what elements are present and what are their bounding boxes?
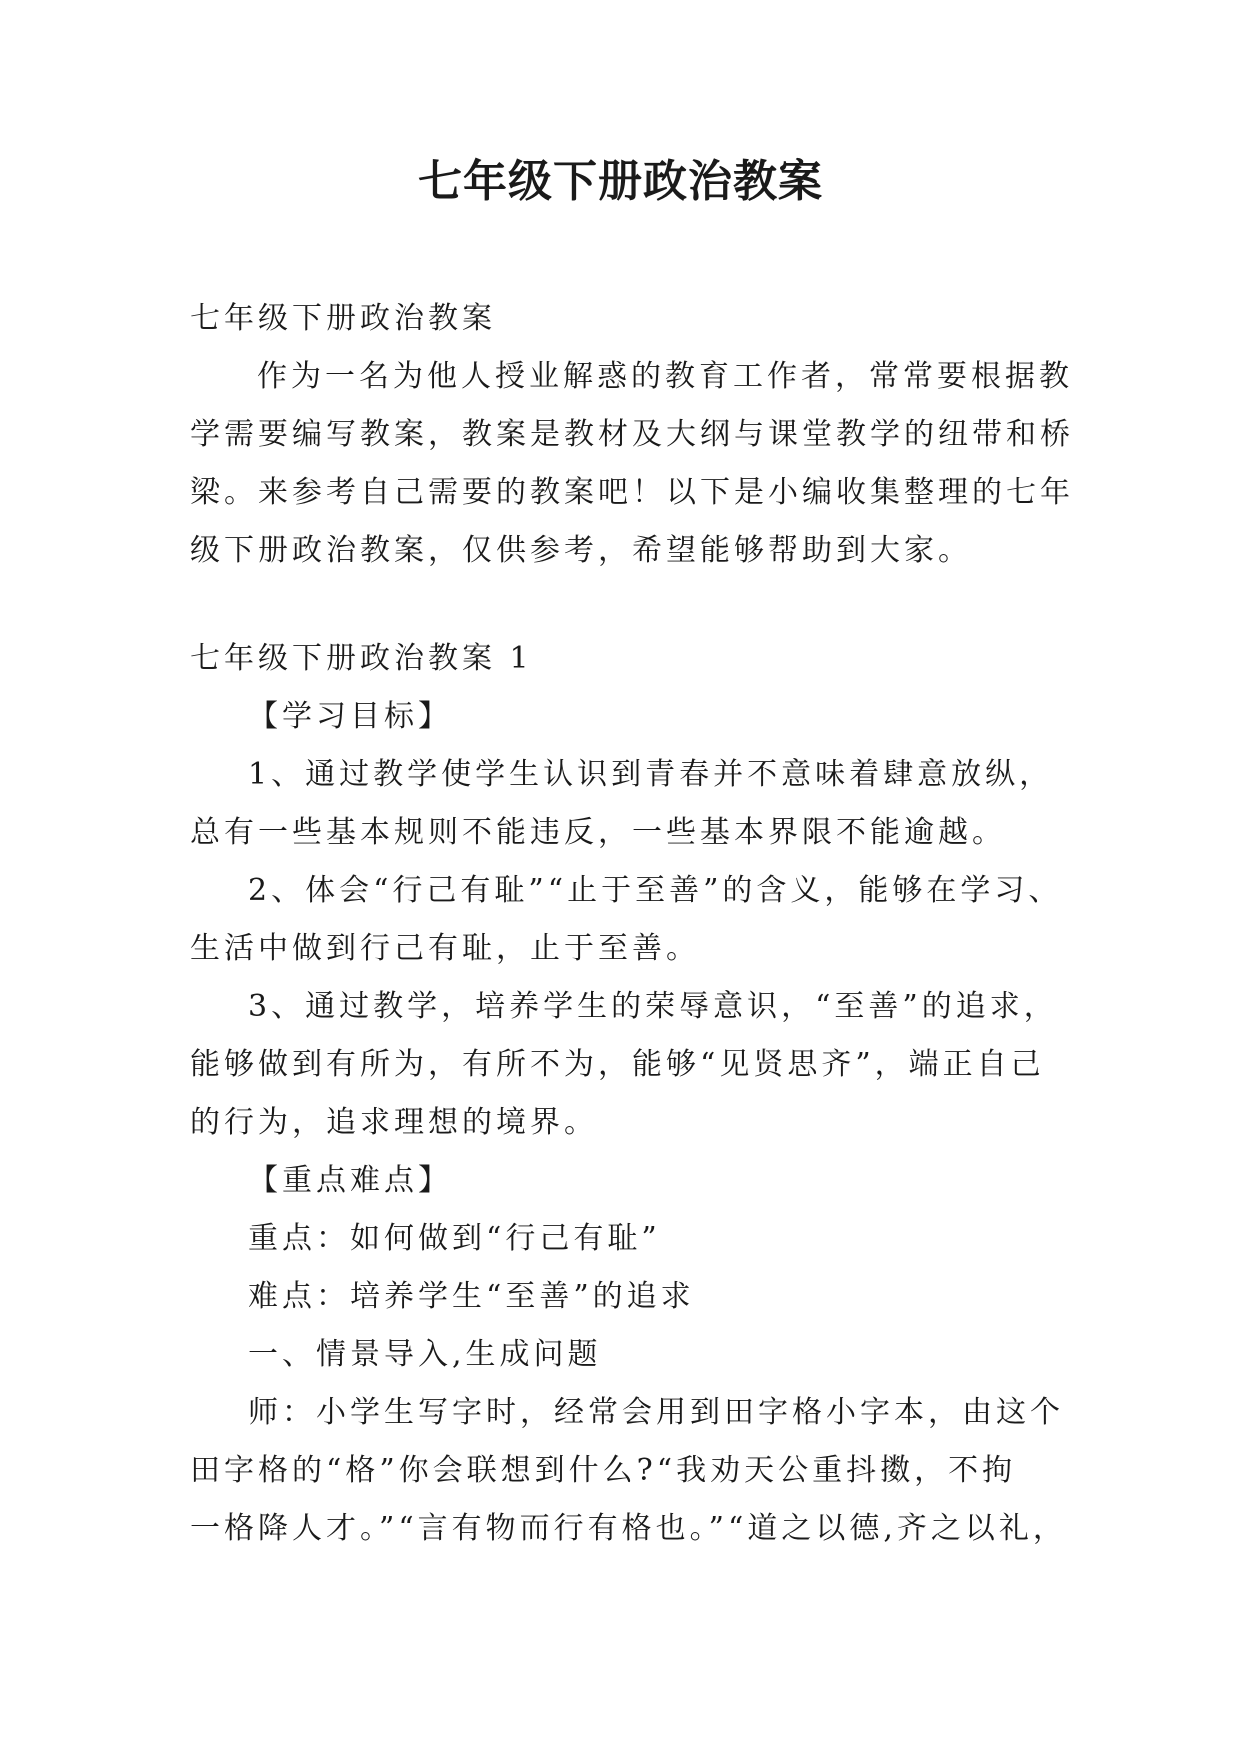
spacer: [190, 580, 1050, 630]
intro-line-2: 学需要编写教案，教案是教材及大纲与课堂教学的纽带和桥: [190, 417, 1074, 452]
goal3-line-1: 3、通过教学，培养学生的荣辱意识，“至善”的追求，: [248, 989, 1058, 1024]
teacher-line-3: 一格降人才。”“言有物而行有格也。”“道之以德,齐之以礼，: [190, 1511, 1067, 1546]
difficult-point: 难点：培养学生“至善”的追求: [248, 1279, 695, 1314]
learning-goal-heading: 【学习目标】: [248, 699, 452, 734]
document-body: [190, 290, 1074, 1558]
goal2-line-2: 生活中做到行己有耻，止于至善。: [190, 931, 700, 966]
teacher-line-1: 师：小学生写字时，经常会用到田字格小字本，由这个: [248, 1395, 1064, 1430]
intro-line-1: 作为一名为他人授业解惑的教育工作者，常常要根据教: [257, 359, 1073, 394]
goal2-line-1: 2、体会“行己有耻”“止于至善”的含义，能够在学习、: [248, 873, 1063, 908]
part1-heading: 一、情景导入,生成问题: [248, 1337, 602, 1372]
intro-line-4: 级下册政治教案，仅供参考，希望能够帮助到大家。: [190, 533, 972, 568]
goal1-line-1: 1、通过教学使学生认识到青春并不意味着肆意放纵，: [248, 757, 1054, 792]
teacher-line-2: 田字格的“格”你会联想到什么?“我劝天公重抖擞，不拘: [190, 1453, 1017, 1488]
goal3-line-3: 的行为，追求理想的境界。: [190, 1105, 598, 1140]
section-heading: 七年级下册政治教案 1: [190, 641, 533, 676]
goal1-line-2: 总有一些基本规则不能违反，一些基本界限不能逾越。: [190, 815, 1006, 850]
key-point: 重点：如何做到“行己有耻”: [248, 1221, 661, 1256]
document-title: 七年级下册政治教案: [418, 156, 823, 207]
subtitle: 七年级下册政治教案: [190, 301, 496, 336]
key-difficulty-heading: 【重点难点】: [248, 1163, 452, 1198]
intro-line-3: 梁。来参考自己需要的教案吧！以下是小编收集整理的七年: [190, 475, 1074, 510]
goal3-line-2: 能够做到有所为，有所不为，能够“见贤思齐”，端正自己: [190, 1047, 1045, 1082]
